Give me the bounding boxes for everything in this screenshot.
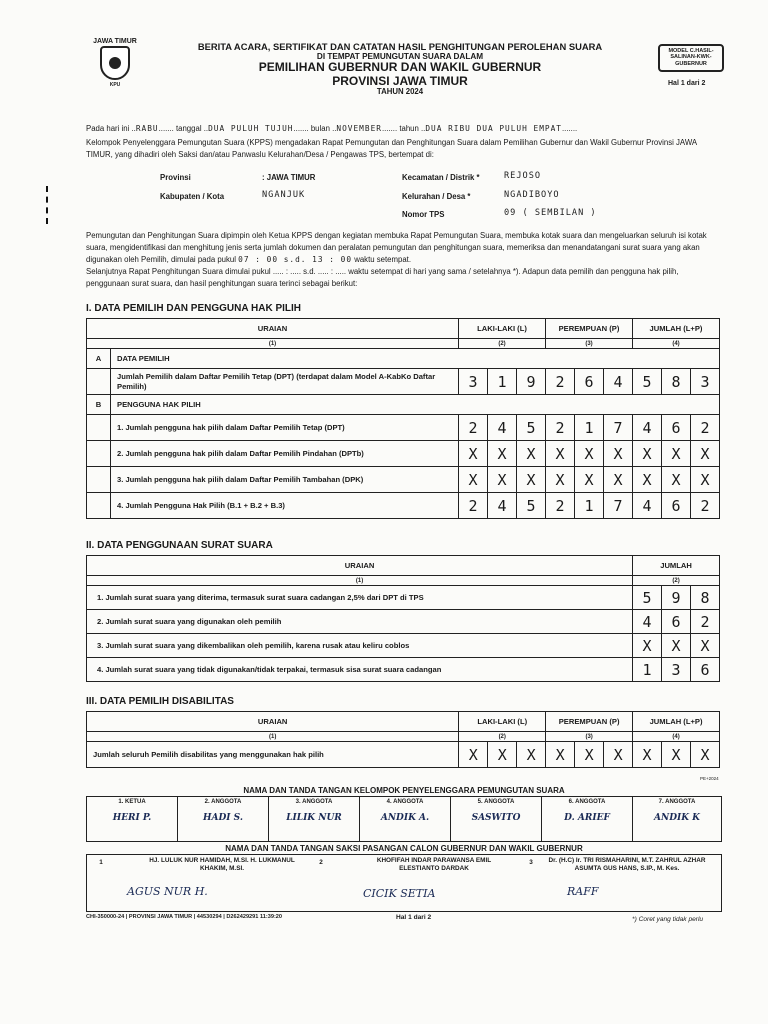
kabupaten-value: NGANJUK — [262, 190, 306, 200]
section-1-table: URAIAN LAKI-LAKI (L) PEREMPUAN (P) JUMLAH (L+P) (1) (2) (3) (4) A DATA PEMILIH Jumlah Pemilih dalam Daftar Pemilih Tetap (DPT) (terdapat dalam Model A-KabKo Daftar Pemilih) 3 1 9 2 6 4 5 8 3 B PENGGUNA HAK PILIH 1. Jumlah pengguna hak pilih dalam Daftar Pemilih Tetap (DPT) 2 4 5 2 1 7 4 6 2 2. Jumlah pengguna hak pilih dalam Daftar Pemilih Pindahan (DPTb) X X X X X X X X X 3. Jumlah pengguna hak pilih dalam Daftar Pemilih Tambahan (DPK) X X X X X X X X X 4. Jumlah Pengguna Hak Pilih (B.1 + B.2 + B.3) 2 4 5 2 1 7 4 6 2 — [86, 318, 720, 519]
table-row: 2. Jumlah pengguna hak pilih dalam Daftar Pemilih Pindahan (DPTb) X X X X X X X X X — [87, 441, 720, 467]
signature-slot: 4. ANGGOTA ANDIK A. — [360, 797, 451, 841]
kpps-signature-title: NAMA DAN TANDA TANGAN KELOMPOK PENYELENGGARA PEMUNGUTAN SUARA — [243, 786, 565, 795]
procedure-paragraph: Pemungutan dan Penghitungan Suara dipimpin oleh Ketua KPPS dengan kegiatan membuka Rapat Pemungutan Suara, membuka kotak suara dan mengeluarkan seluruh isi kotak suara, mengidentifikasi dan menghitung jenis serta jumlah dokumen dan peralatan pemungutan dan penghitungan suara, memeriksa dan menandatangani surat suara yang akan digunakan oleh Pemilih, dimulai pada pukul 07 : 00 s.d. 13 : 00 waktu setempat. — [86, 231, 707, 265]
table-row: 4. Jumlah Pengguna Hak Pilih (B.1 + B.2 + B.3) 2 4 5 2 1 7 4 6 2 — [87, 493, 720, 519]
footer-code: CHI-350000-24 | PROVINSI JAWA TIMUR | 44530294 | D262429291 11:39:20 — [86, 914, 283, 920]
title-line-3: PEMILIHAN GUBERNUR DAN WAKIL GUBERNUR — [258, 60, 542, 75]
signature-slot: 1. KETUA HERI P. — [87, 797, 178, 841]
tanggal-field: DUA PULUH TUJUH — [208, 124, 294, 133]
saksi-signature-title: NAMA DAN TANDA TANGAN SAKSI PASANGAN CALON GUBERNUR DAN WAKIL GUBERNUR — [225, 844, 583, 853]
model-badge: MODEL C.HASIL-SALINAN-KWK-GUBERNUR — [658, 44, 724, 72]
table-row: 1. Jumlah surat suara yang diterima, termasuk surat suara cadangan 2,5% dari DPT di TPS 5 9 8 — [87, 586, 720, 610]
section-3-table: URAIAN LAKI-LAKI (L) PEREMPUAN (P) JUMLAH (L+P) (1) (2) (3) (4) Jumlah seluruh Pemilih disabilitas yang menggunakan hak pilih X X X X X X X X X — [86, 711, 720, 768]
saksi-2-signature: CICIK SETIA — [363, 887, 436, 900]
page-number: Hal 1 dari 2 — [668, 80, 706, 87]
kelurahan-label: Kelurahan / Desa * — [402, 192, 471, 201]
tps-label: Nomor TPS — [402, 210, 445, 219]
kecamatan-label: Kecamatan / Distrik * — [402, 173, 480, 182]
saksi-1-names: HJ. LULUK NUR HAMIDAH, M.SI. H. LUKMANUL KHAKIM, M.SI. — [149, 857, 295, 872]
kabupaten-label: Kabupaten / Kota — [160, 192, 225, 201]
table-row: 2. Jumlah surat suara yang digunakan oleh pemilih 4 6 2 — [87, 610, 720, 634]
signature-slot: 7. ANGGOTA ANDIK K — [653, 799, 700, 823]
kelurahan-value: NGADIBOYO — [504, 190, 560, 200]
signature-slot: 2. ANGGOTA HADI S. — [178, 797, 269, 841]
section-2-title: II. DATA PENGGUNAAN SURAT SUARA — [86, 540, 273, 551]
table-row: 3. Jumlah surat suara yang dikembalikan oleh pemilih, karena rusak atau keliru coblos X X X — [87, 634, 720, 658]
hari-field: RABU — [135, 124, 159, 133]
section-3-title: III. DATA PEMILIH DISABILITAS — [86, 696, 234, 707]
footer-page: Hal 1 dari 2 — [396, 914, 432, 921]
saksi-3-signature: RAFF — [567, 885, 599, 898]
intro-paragraph: Kelompok Penyelenggara Pemungutan Suara (KPPS) mengadakan Rapat Pemungutan dan Penghitungan Suara dalam Pemilihan Gubernur dan Wakil Gubernur Provinsi JAWA TIMUR, yang dihadiri oleh Saksi dan/atau Panwaslu Kelurahan/Desa / Pengawas TPS, bertempat di: — [86, 138, 697, 160]
title-line-5: TAHUN 2024 — [376, 86, 424, 96]
signature-slot: 6. ANGGOTA D. ARIEF — [542, 797, 633, 841]
tps-value: 09 ( SEMBILAN ) — [504, 208, 597, 218]
table-row: 3. Jumlah pengguna hak pilih dalam Daftar Pemilih Tambahan (DPK) X X X X X X X X X — [87, 467, 720, 493]
provinsi-label: Provinsi — [160, 173, 191, 182]
margin-marks — [46, 186, 48, 224]
saksi-3-names: Dr. (H.C) Ir. TRI RISMAHARINI, M.T. ZAHRUL AZHAR ASUMTA GUS HANS, S.IP., M. Kes. — [548, 857, 706, 872]
title-line-1: BERITA ACARA, SERTIFIKAT DAN CATATAN HASIL PENGHITUNGAN PEROLEHAN SUARA — [197, 41, 603, 52]
page-code: PE+2024 — [700, 776, 719, 781]
saksi-2-names: KHOFIFAH INDAR PARAWANSA EMIL ELESTIANTO DARDAK — [376, 857, 492, 872]
kpu-logo: JAWA TIMUR KPU — [93, 38, 137, 88]
bulan-field: NOVEMBER — [336, 124, 382, 133]
kecamatan-value: REJOSO — [504, 171, 542, 181]
kpps-signature-box — [86, 796, 722, 842]
shield-icon — [100, 46, 130, 80]
count-paragraph: Selanjutnya Rapat Penghitungan Suara dimulai pukul ..... : ..... s.d. ..... : ..... waktu setempat di hari yang sama / setelahnya *). Adapun data pemilih dan pengguna hak pilih, penggunaan surat suara, dan hasil penghitungan suara terinci sebagai berikut: — [86, 267, 679, 289]
table-row: Jumlah Pemilih dalam Daftar Pemilih Tetap (DPT) (terdapat dalam Model A-KabKo Daftar Pemilih) 3 1 9 2 6 4 5 8 3 — [87, 369, 720, 395]
provinsi-value: : JAWA TIMUR — [262, 173, 316, 182]
time-range: 07 : 00 s.d. 13 : 00 — [238, 255, 353, 265]
table-row: Jumlah seluruh Pemilih disabilitas yang menggunakan hak pilih X X X X X X X X X — [87, 742, 720, 768]
section-2-table: URAIAN JUMLAH (1) (2) 1. Jumlah surat suara yang diterima, termasuk surat suara cadangan 2,5% dari DPT di TPS 5 9 8 2. Jumlah surat suara yang digunakan oleh pemilih 4 6 2 3. Jumlah surat suara yang dikembalikan oleh pemilih, karena rusak atau keliru coblos X X X 4. Jumlah surat suara yang tidak digunakan/tidak terpakai, termasuk sisa surat suara cadangan 1 3 6 — [86, 555, 720, 682]
section-1-title: I. DATA PEMILIH DAN PENGGUNA HAK PILIH — [86, 303, 301, 314]
form-header — [170, 42, 630, 96]
table-row: 4. Jumlah surat suara yang tidak digunakan/tidak terpakai, termasuk sisa surat suara cadangan 1 3 6 — [87, 658, 720, 682]
title-line-4: PROVINSI JAWA TIMUR — [332, 73, 468, 88]
signature-slot: 5. ANGGOTA SASWITO — [451, 797, 542, 841]
date-line: Pada hari ini ..RABU....... tanggal ..DUA PULUH TUJUH....... bulan ..NOVEMBER....... tahun ..DUA RIBU DUA PULUH EMPAT....... — [86, 124, 578, 133]
saksi-signature-box: 1 HJ. LULUK NUR HAMIDAH, M.SI. H. LUKMANUL KHAKIM, M.SI. AGUS NUR H. 2 KHOFIFAH INDAR PARAWANSA EMIL ELESTIANTO DARDAK CICIK SETIA 3 Dr. (H.C) Ir. TRI RISMAHARINI, M.T. ZAHRUL AZHAR ASUMTA GUS HANS, S.IP., M. Kes. RAFF — [86, 854, 722, 912]
footer-note: *) Coret yang tidak perlu — [632, 916, 704, 923]
saksi-1-signature: AGUS NUR H. — [127, 885, 208, 898]
title-line-2: DI TEMPAT PEMUNGUTAN SUARA DALAM — [316, 52, 484, 62]
tahun-field: DUA RIBU DUA PULUH EMPAT — [425, 124, 562, 133]
table-row: 1. Jumlah pengguna hak pilih dalam Daftar Pemilih Tetap (DPT) 2 4 5 2 1 7 4 6 2 — [87, 415, 720, 441]
signature-slot: 3. ANGGOTA LILIK NUR — [269, 797, 360, 841]
